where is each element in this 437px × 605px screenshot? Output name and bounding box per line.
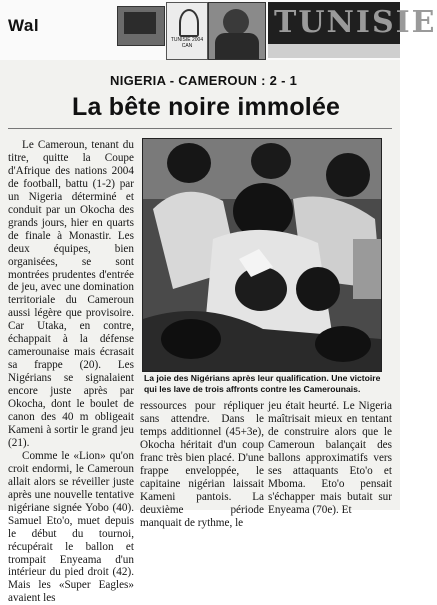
divider	[8, 128, 392, 129]
article-kicker: NIGERIA - CAMEROUN : 2 - 1	[110, 73, 298, 88]
masthead-photo-left	[117, 6, 165, 46]
logo-text: TUNISIE 2004 CAN	[170, 37, 204, 49]
masthead-photo-right	[208, 2, 266, 60]
article-column-3	[268, 400, 392, 517]
masthead	[0, 0, 437, 60]
paragraph: jeu était heurté. Le Nigeria maîtrisait mieux en tentant de construire alors que le Cameroun balançait des ballons approximatifs vers ses attaquants Eto'o et Mboma. Eto'o pensait s'échapper mais butait sur Enyeama (70e). Et	[268, 400, 392, 516]
paragraph: ressources pour répliquer sans attendre. Dans le temps additionnel (45+3e), Okocha héritait d'un coup franc très bien placé. D'une frappe enveloppée, le capitaine nigérian laissait Kameni pantois. La deuxième période manquait de rythme, le	[140, 400, 264, 529]
article-headline: La bête noire immolée	[72, 93, 341, 121]
players-celebration-photo	[142, 138, 382, 372]
article-column-2	[140, 400, 264, 530]
paragraph: Le Cameroun, tenant du titre, quitte la Coupe d'Afrique des nations 2004 de football, battu (1-2) par un Nigeria déterminé et conduit par un Okocha des grands jours, hier en quarts de finale à Monastir. Les deux équipes, bien organisées, se sont montrées prudentes d'entrée de jeu, avec une domination territoriale du Cameroun aussi légère que provisoire. Car Utaka, en contre, échappait à la défense camerounaise mais écrasait sa frappe (20). Les Nigérians se signalaient encore juste après par Okocha, dont le boulet de canon des 40 m obligeait Kameni à sortir le grand jeu (21).	[8, 139, 134, 449]
can-2004-logo	[166, 2, 208, 60]
photo-caption: La joie des Nigérians après leur qualification. Une victoire qui les lave de trois affronts contre les Camerounais.	[144, 373, 381, 394]
brand-name: Wal	[8, 16, 40, 35]
paragraph: Comme le «Lion» qu'on croit endormi, le Cameroun allait alors se réveiller juste après une nouvelle tentative nigériane signée Yobo (40). Samuel Eto'o, muet depuis le début du tournoi, récupérait le ballon et trompait Enyeama d'un intérieur du pied droit (42). Mais les «Super Eagles» avaient les	[8, 449, 134, 605]
photo-illustration	[143, 139, 381, 371]
section-banner-text: TUNISIE	[274, 5, 437, 40]
section-banner	[268, 2, 437, 44]
article-column-1	[8, 139, 134, 605]
banner-strip	[268, 44, 400, 58]
